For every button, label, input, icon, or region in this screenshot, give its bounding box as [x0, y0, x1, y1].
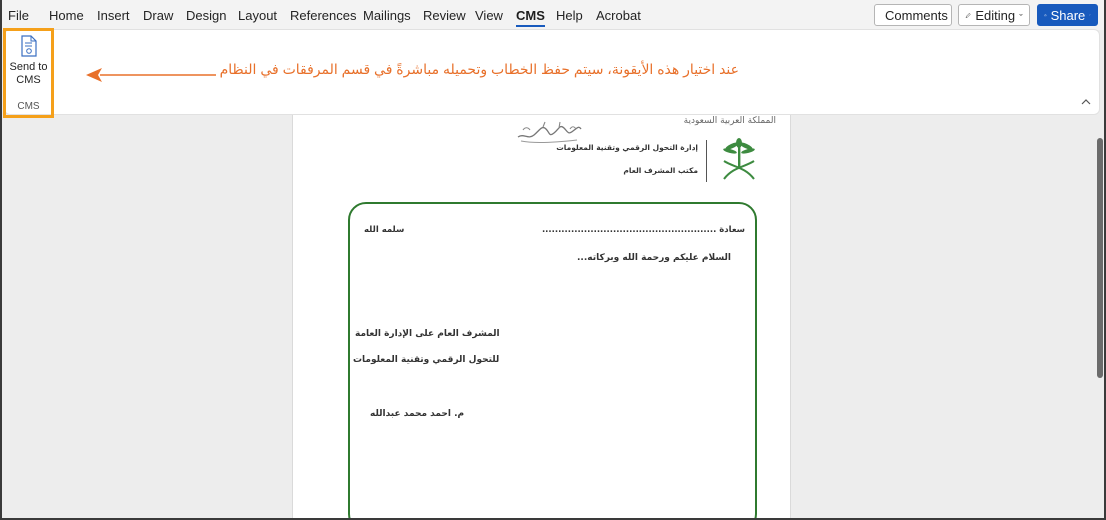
tab-insert[interactable]: Insert	[97, 8, 130, 23]
greeting-line: السلام عليكم ورحمة الله وبركاته...	[576, 253, 731, 263]
tab-cms[interactable]: CMS	[516, 8, 545, 23]
scrollbar-thumb[interactable]	[1097, 138, 1103, 378]
basmala-calligraphy	[515, 119, 583, 145]
tab-view[interactable]: View	[475, 8, 503, 23]
pencil-icon	[965, 9, 971, 22]
comments-button[interactable]	[874, 4, 952, 26]
cms-group-label: CMS	[17, 101, 40, 112]
tab-draw[interactable]: Draw	[143, 8, 174, 23]
annotation-text: عند اختيار هذه الأيقونة، سيتم حفظ الخطاب وتحميله مباشرةً في قسم المرفقات في النظام	[219, 61, 739, 77]
tab-home[interactable]: Home	[49, 8, 84, 23]
department-line-2: مكتب المشرف العام	[623, 166, 698, 175]
header-divider	[706, 140, 707, 182]
tab-mailings[interactable]: Mailings	[363, 8, 411, 23]
share-label: Share	[1050, 7, 1086, 23]
annotation-arrow	[84, 64, 219, 84]
editing-label: Editing	[975, 7, 1016, 23]
chevron-down-icon	[1019, 12, 1023, 18]
saudi-emblem-icon	[719, 137, 759, 185]
signature-name: م. احمد محمد عبدالله	[370, 409, 465, 419]
salutation-line: سعادة ......................................................	[541, 225, 745, 235]
share-button[interactable]	[1037, 4, 1098, 26]
comments-label: Comments	[885, 7, 948, 23]
collapse-ribbon-icon[interactable]	[1080, 98, 1092, 106]
send-to-cms-button[interactable]	[8, 31, 49, 97]
editing-mode-dropdown[interactable]	[958, 4, 1030, 26]
tab-references[interactable]: References	[290, 8, 357, 23]
letter-body-frame	[348, 202, 757, 520]
kingdom-name: المملكة العربية السعودية	[683, 116, 776, 126]
share-icon	[1044, 9, 1047, 21]
send-to-cms-label: Send to CMS	[9, 61, 48, 86]
tab-review[interactable]: Review	[423, 8, 466, 23]
signature-title-2: للتحول الرقمي وتقنية المعلومات	[353, 355, 500, 365]
department-line-1: إدارة التحول الرقمي وتقنية المعلومات	[556, 143, 698, 152]
salutation-closing: سلمه الله	[364, 225, 405, 235]
document-page[interactable]	[292, 115, 791, 520]
tab-file[interactable]: File	[8, 8, 29, 23]
chevron-down-icon	[1089, 12, 1091, 18]
tab-help[interactable]: Help	[556, 8, 583, 23]
tab-acrobat[interactable]: Acrobat	[596, 8, 641, 23]
tab-design[interactable]: Design	[186, 8, 227, 23]
cms-ribbon-group	[3, 28, 54, 118]
menu-bar	[0, 0, 1106, 30]
document-upload-icon	[21, 35, 37, 57]
signature-title-1: المشرف العام على الإدارة العامة	[355, 329, 500, 339]
tab-layout[interactable]: Layout	[238, 8, 278, 23]
